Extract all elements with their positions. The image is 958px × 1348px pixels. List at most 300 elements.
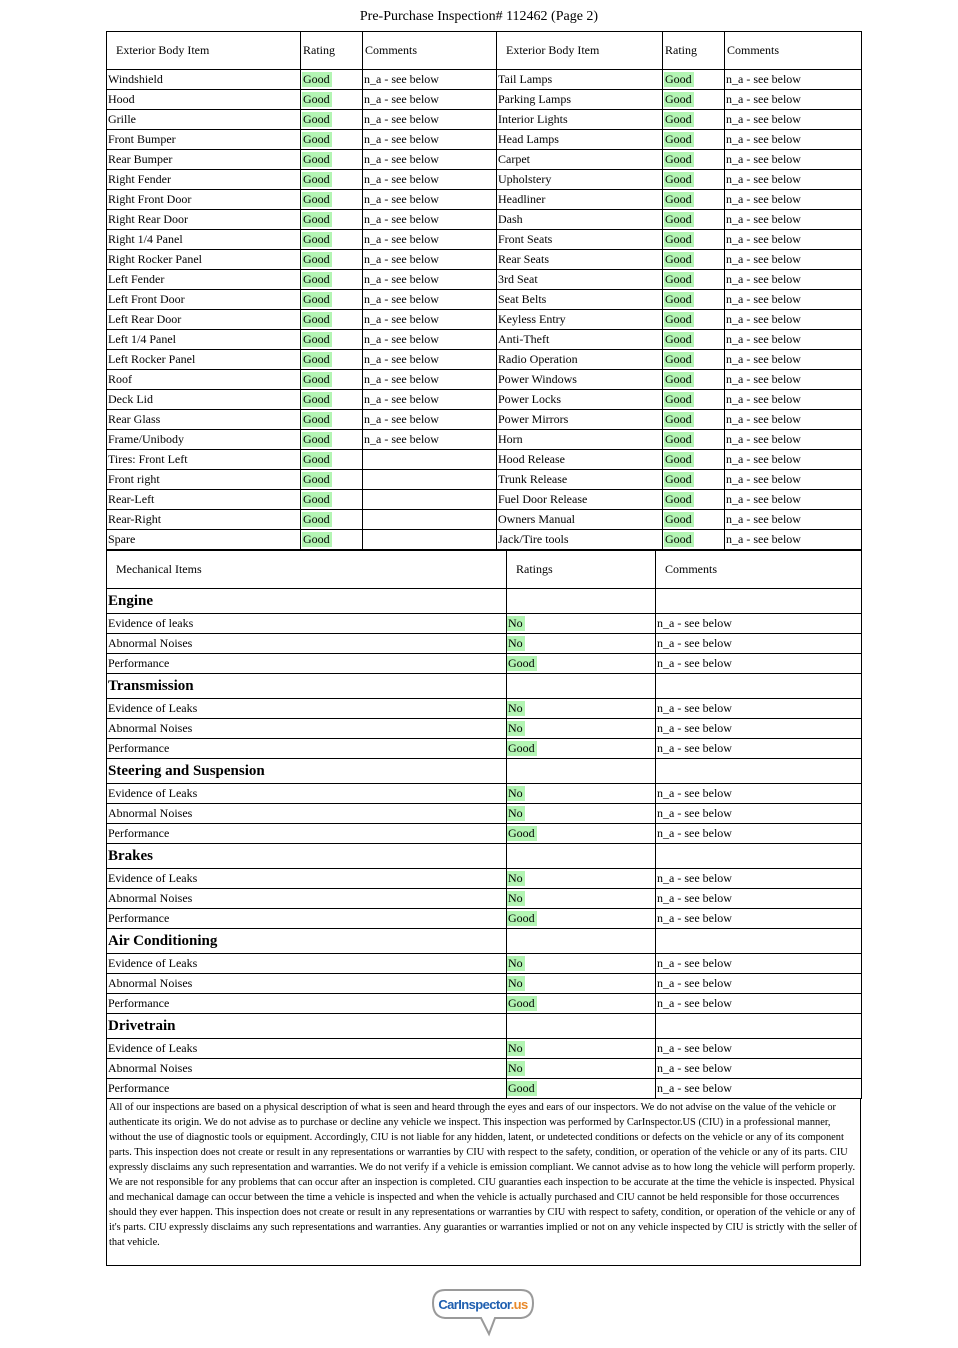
empty-cell: [507, 929, 656, 954]
rating-cell: [507, 1059, 656, 1079]
item-name: Left Rear Door: [107, 310, 301, 330]
rating-badge: Good: [303, 292, 330, 306]
comment-cell: n_a - see below: [725, 470, 862, 490]
column-header: Rating: [663, 32, 725, 70]
table-row: [107, 1079, 862, 1099]
rating-cell: [301, 510, 363, 530]
rating-badge: Good: [303, 492, 330, 506]
table-row: [107, 270, 862, 290]
comment-cell: n_a - see below: [363, 330, 497, 350]
item-name: Right Front Door: [107, 190, 301, 210]
table-row: [107, 889, 862, 909]
table-row: [107, 699, 862, 719]
comment-cell: n_a - see below: [656, 654, 862, 674]
rating-badge: Good: [665, 532, 692, 546]
rating-badge: No: [508, 1061, 523, 1075]
rating-badge: Good: [665, 112, 692, 126]
item-name: Parking Lamps: [497, 90, 663, 110]
comment-cell: n_a - see below: [363, 130, 497, 150]
rating-badge: Good: [665, 132, 692, 146]
comment-cell: n_a - see below: [656, 1039, 862, 1059]
item-name: Evidence of Leaks: [107, 784, 507, 804]
item-name: Abnormal Noises: [107, 889, 507, 909]
rating-badge: Good: [665, 192, 692, 206]
rating-cell: [663, 170, 725, 190]
rating-badge: Good: [303, 132, 330, 146]
rating-cell: [663, 150, 725, 170]
rating-badge: Good: [665, 292, 692, 306]
section-row: [107, 844, 862, 869]
rating-badge: Good: [303, 312, 330, 326]
comment-cell: n_a - see below: [725, 190, 862, 210]
comment-cell: n_a - see below: [725, 330, 862, 350]
column-header: Exterior Body Item: [107, 32, 301, 70]
rating-badge: Good: [508, 656, 535, 670]
rating-cell: [663, 450, 725, 470]
rating-cell: [663, 470, 725, 490]
rating-cell: [301, 230, 363, 250]
item-name: Right Rear Door: [107, 210, 301, 230]
table-row: [107, 784, 862, 804]
item-name: Front Seats: [497, 230, 663, 250]
item-name: 3rd Seat: [497, 270, 663, 290]
rating-cell: [663, 390, 725, 410]
rating-badge: No: [508, 956, 523, 970]
item-name: Tail Lamps: [497, 70, 663, 90]
table-row: [107, 370, 862, 390]
section-title: Drivetrain: [107, 1014, 507, 1039]
rating-cell: [507, 699, 656, 719]
comment-cell: n_a - see below: [656, 994, 862, 1014]
rating-cell: [301, 430, 363, 450]
rating-cell: [301, 130, 363, 150]
rating-cell: [663, 110, 725, 130]
rating-cell: [301, 330, 363, 350]
rating-cell: [663, 290, 725, 310]
comment-cell: n_a - see below: [363, 270, 497, 290]
rating-cell: [301, 350, 363, 370]
comment-cell: n_a - see below: [725, 370, 862, 390]
comment-cell: n_a - see below: [363, 310, 497, 330]
table-row: [107, 350, 862, 370]
rating-badge: Good: [665, 232, 692, 246]
rating-cell: [507, 869, 656, 889]
rating-badge: Good: [665, 432, 692, 446]
item-name: Power Mirrors: [497, 410, 663, 430]
comment-cell: n_a - see below: [656, 1059, 862, 1079]
rating-badge: No: [508, 721, 523, 735]
comment-cell: n_a - see below: [725, 110, 862, 130]
comment-cell: n_a - see below: [656, 909, 862, 929]
table-row: [107, 70, 862, 90]
empty-cell: [656, 929, 862, 954]
rating-cell: [301, 70, 363, 90]
table-row: [107, 1059, 862, 1079]
svg-text:CarInspector.us: [438, 1297, 528, 1312]
table-row: [107, 909, 862, 929]
rating-cell: [663, 430, 725, 450]
item-name: Performance: [107, 739, 507, 759]
item-name: Owners Manual: [497, 510, 663, 530]
item-name: Keyless Entry: [497, 310, 663, 330]
rating-cell: [301, 150, 363, 170]
comment-cell: n_a - see below: [656, 824, 862, 844]
exterior-body-table: [106, 31, 862, 550]
rating-badge: Good: [665, 352, 692, 366]
item-name: Rear-Left: [107, 490, 301, 510]
empty-cell: [507, 674, 656, 699]
mechanical-items-table: [106, 550, 862, 1099]
comment-cell: n_a - see below: [725, 430, 862, 450]
comment-cell: n_a - see below: [725, 150, 862, 170]
comment-cell: n_a - see below: [656, 954, 862, 974]
rating-cell: [301, 210, 363, 230]
rating-badge: Good: [303, 252, 330, 266]
table-row: [107, 510, 862, 530]
table-row: [107, 130, 862, 150]
comment-cell: n_a - see below: [725, 70, 862, 90]
comment-cell: n_a - see below: [363, 170, 497, 190]
empty-cell: [656, 674, 862, 699]
table-row: [107, 974, 862, 994]
empty-cell: [507, 589, 656, 614]
rating-cell: [301, 90, 363, 110]
rating-badge: Good: [303, 232, 330, 246]
rating-badge: Good: [508, 826, 535, 840]
rating-cell: [301, 470, 363, 490]
comment-cell: [363, 450, 497, 470]
rating-cell: [663, 270, 725, 290]
rating-badge: Good: [665, 452, 692, 466]
rating-cell: [507, 739, 656, 759]
comment-cell: [363, 470, 497, 490]
rating-badge: No: [508, 806, 523, 820]
table-row: [107, 190, 862, 210]
empty-cell: [507, 1014, 656, 1039]
section-title: Steering and Suspension: [107, 759, 507, 784]
rating-cell: [301, 450, 363, 470]
comment-cell: n_a - see below: [725, 230, 862, 250]
comment-cell: n_a - see below: [656, 739, 862, 759]
comment-cell: n_a - see below: [725, 350, 862, 370]
item-name: Spare: [107, 530, 301, 550]
comment-cell: n_a - see below: [363, 230, 497, 250]
table-row: [107, 490, 862, 510]
rating-cell: [507, 909, 656, 929]
item-name: Trunk Release: [497, 470, 663, 490]
rating-badge: Good: [665, 492, 692, 506]
column-header: Comments: [656, 551, 862, 589]
rating-badge: No: [508, 976, 523, 990]
rating-cell: [663, 510, 725, 530]
comment-cell: n_a - see below: [363, 430, 497, 450]
comment-cell: n_a - see below: [363, 190, 497, 210]
empty-cell: [656, 759, 862, 784]
column-header: Ratings: [507, 551, 656, 589]
table-row: [107, 290, 862, 310]
rating-badge: Good: [303, 392, 330, 406]
rating-cell: [301, 490, 363, 510]
table-row: [107, 230, 862, 250]
item-name: Rear-Right: [107, 510, 301, 530]
item-name: Deck Lid: [107, 390, 301, 410]
table-row: [107, 824, 862, 844]
rating-cell: [663, 490, 725, 510]
item-name: Abnormal Noises: [107, 634, 507, 654]
item-name: Left 1/4 Panel: [107, 330, 301, 350]
disclaimer-text: All of our inspections are based on a physical description of what is seen and heard through the eyes and ears of our inspectors. We do not advise on the value of the vehicle or authenticate its origin. We do not advise as to purchase or decline any vehicle we inspect. This inspection was performed by CarInspector.US (CIU) in a professional manner, without the use of diagnostic tools or equipment. Accordingly, CIU is not liable for any hidden, latent, or undetected conditions or defects on the vehicle or any of its component parts. This inspection does not create or result in any representations or warranties by CIU with respect to the safety, condition, or operation of the vehicle or any of its parts. CIU expressly disclaims any such representation and warranties. We do not verify if a vehicle is emission compliant. We cannot advise as to how long the vehicle will perform properly. We are not responsible for any problems that can occur after an inspection is completed. CIU guaranties each inspection to be accurate at the time the vehicle is inspected. Physical and mechanical damage can occur between the time a vehicle is inspected and when the vehicle is actually purchased and CIU cannot be held responsible for those occurrences should they ever happen. This inspection does not create or result in any representations or warranties by CIU with respect to safety, condition, or operation of the vehicle or any of it's parts. CIU expressly disclaims any such representations and warranties. Any guaranties or warranties implied or not on any vehicle inspected by CIU is strictly with the seller of that vehicle.: [106, 1099, 861, 1266]
rating-badge: Good: [303, 432, 330, 446]
rating-badge: No: [508, 1041, 523, 1055]
item-name: Left Rocker Panel: [107, 350, 301, 370]
item-name: Abnormal Noises: [107, 719, 507, 739]
rating-badge: Good: [665, 332, 692, 346]
item-name: Evidence of Leaks: [107, 1039, 507, 1059]
table-row: [107, 614, 862, 634]
table-row: [107, 330, 862, 350]
section-row: [107, 1014, 862, 1039]
comment-cell: n_a - see below: [363, 210, 497, 230]
rating-cell: [663, 90, 725, 110]
rating-cell: [507, 824, 656, 844]
table-row: [107, 90, 862, 110]
item-name: Abnormal Noises: [107, 974, 507, 994]
item-name: Windshield: [107, 70, 301, 90]
rating-badge: Good: [303, 372, 330, 386]
rating-cell: [663, 310, 725, 330]
rating-badge: Good: [665, 372, 692, 386]
comment-cell: n_a - see below: [725, 530, 862, 550]
item-name: Performance: [107, 824, 507, 844]
table-row: [107, 804, 862, 824]
comment-cell: n_a - see below: [656, 1079, 862, 1099]
rating-cell: [301, 310, 363, 330]
rating-badge: Good: [665, 412, 692, 426]
column-header: Comments: [363, 32, 497, 70]
rating-cell: [663, 130, 725, 150]
rating-badge: No: [508, 636, 523, 650]
table-row: [107, 1039, 862, 1059]
rating-badge: Good: [665, 392, 692, 406]
rating-cell: [507, 994, 656, 1014]
rating-cell: [507, 719, 656, 739]
comment-cell: n_a - see below: [363, 350, 497, 370]
item-name: Upholstery: [497, 170, 663, 190]
table-row: [107, 869, 862, 889]
rating-badge: Good: [303, 352, 330, 366]
rating-badge: No: [508, 786, 523, 800]
item-name: Performance: [107, 909, 507, 929]
comment-cell: n_a - see below: [363, 70, 497, 90]
section-title: Transmission: [107, 674, 507, 699]
rating-badge: No: [508, 701, 523, 715]
item-name: Headliner: [497, 190, 663, 210]
column-header: Mechanical Items: [107, 551, 507, 589]
item-name: Front right: [107, 470, 301, 490]
carinspector-logo: [431, 1286, 535, 1338]
section-title: Brakes: [107, 844, 507, 869]
rating-badge: Good: [303, 272, 330, 286]
item-name: Hood Release: [497, 450, 663, 470]
rating-cell: [301, 270, 363, 290]
item-name: Evidence of leaks: [107, 614, 507, 634]
empty-cell: [656, 844, 862, 869]
table-row: [107, 719, 862, 739]
rating-badge: No: [508, 616, 523, 630]
rating-cell: [663, 350, 725, 370]
table-row: [107, 250, 862, 270]
table-row: [107, 954, 862, 974]
item-name: Left Fender: [107, 270, 301, 290]
rating-badge: Good: [303, 112, 330, 126]
section-title: Air Conditioning: [107, 929, 507, 954]
comment-cell: n_a - see below: [725, 170, 862, 190]
table-row: [107, 390, 862, 410]
item-name: Fuel Door Release: [497, 490, 663, 510]
rating-cell: [507, 614, 656, 634]
rating-cell: [301, 170, 363, 190]
item-name: Evidence of Leaks: [107, 869, 507, 889]
rating-badge: Good: [303, 532, 330, 546]
rating-cell: [507, 1079, 656, 1099]
comment-cell: n_a - see below: [725, 490, 862, 510]
comment-cell: n_a - see below: [725, 290, 862, 310]
item-name: Evidence of Leaks: [107, 954, 507, 974]
item-name: Grille: [107, 110, 301, 130]
item-name: Power Locks: [497, 390, 663, 410]
item-name: Hood: [107, 90, 301, 110]
rating-badge: Good: [303, 212, 330, 226]
rating-cell: [507, 954, 656, 974]
comment-cell: n_a - see below: [725, 250, 862, 270]
rating-cell: [507, 634, 656, 654]
empty-cell: [507, 759, 656, 784]
table-row: [107, 430, 862, 450]
table-row: [107, 530, 862, 550]
comment-cell: n_a - see below: [656, 974, 862, 994]
comment-cell: n_a - see below: [363, 410, 497, 430]
item-name: Roof: [107, 370, 301, 390]
section-row: [107, 674, 862, 699]
rating-cell: [301, 410, 363, 430]
comment-cell: n_a - see below: [656, 614, 862, 634]
rating-badge: Good: [303, 152, 330, 166]
comment-cell: n_a - see below: [363, 390, 497, 410]
rating-badge: Good: [665, 272, 692, 286]
rating-cell: [301, 110, 363, 130]
item-name: Power Windows: [497, 370, 663, 390]
item-name: Dash: [497, 210, 663, 230]
item-name: Interior Lights: [497, 110, 663, 130]
rating-cell: [301, 250, 363, 270]
rating-badge: Good: [665, 512, 692, 526]
comment-cell: n_a - see below: [656, 699, 862, 719]
section-title: Engine: [107, 589, 507, 614]
comment-cell: n_a - see below: [363, 110, 497, 130]
rating-badge: Good: [303, 412, 330, 426]
rating-cell: [301, 290, 363, 310]
rating-badge: Good: [508, 1081, 535, 1095]
exterior-header-row: [107, 32, 862, 70]
comment-cell: n_a - see below: [363, 370, 497, 390]
rating-cell: [507, 804, 656, 824]
item-name: Right Rocker Panel: [107, 250, 301, 270]
rating-badge: Good: [665, 172, 692, 186]
rating-cell: [507, 889, 656, 909]
rating-badge: Good: [303, 92, 330, 106]
rating-badge: Good: [665, 212, 692, 226]
item-name: Right Fender: [107, 170, 301, 190]
item-name: Jack/Tire tools: [497, 530, 663, 550]
comment-cell: n_a - see below: [363, 290, 497, 310]
comment-cell: n_a - see below: [725, 90, 862, 110]
rating-badge: Good: [303, 472, 330, 486]
comment-cell: n_a - see below: [725, 210, 862, 230]
comment-cell: [363, 530, 497, 550]
rating-badge: Good: [665, 472, 692, 486]
item-name: Rear Bumper: [107, 150, 301, 170]
rating-cell: [301, 530, 363, 550]
comment-cell: n_a - see below: [363, 150, 497, 170]
table-row: [107, 470, 862, 490]
comment-cell: n_a - see below: [363, 90, 497, 110]
rating-cell: [663, 210, 725, 230]
section-row: [107, 759, 862, 784]
item-name: Performance: [107, 1079, 507, 1099]
rating-cell: [663, 70, 725, 90]
item-name: Tires: Front Left: [107, 450, 301, 470]
comment-cell: n_a - see below: [725, 390, 862, 410]
mechanical-header-row: [107, 551, 862, 589]
item-name: Performance: [107, 654, 507, 674]
comment-cell: n_a - see below: [363, 250, 497, 270]
comment-cell: n_a - see below: [725, 310, 862, 330]
item-name: Seat Belts: [497, 290, 663, 310]
rating-cell: [507, 974, 656, 994]
comment-cell: n_a - see below: [656, 784, 862, 804]
rating-badge: Good: [665, 312, 692, 326]
section-row: [107, 929, 862, 954]
comment-cell: [363, 490, 497, 510]
comment-cell: n_a - see below: [725, 130, 862, 150]
item-name: Left Front Door: [107, 290, 301, 310]
rating-badge: Good: [303, 512, 330, 526]
rating-badge: Good: [665, 252, 692, 266]
comment-cell: n_a - see below: [725, 510, 862, 530]
item-name: Abnormal Noises: [107, 804, 507, 824]
item-name: Head Lamps: [497, 130, 663, 150]
table-row: [107, 410, 862, 430]
rating-badge: Good: [303, 332, 330, 346]
rating-cell: [663, 410, 725, 430]
logo-text-car: Car: [438, 1297, 459, 1312]
rating-cell: [507, 1039, 656, 1059]
rating-cell: [301, 190, 363, 210]
rating-cell: [301, 390, 363, 410]
rating-badge: No: [508, 891, 523, 905]
column-header: Exterior Body Item: [497, 32, 663, 70]
rating-badge: Good: [665, 152, 692, 166]
item-name: Right 1/4 Panel: [107, 230, 301, 250]
rating-cell: [507, 784, 656, 804]
comment-cell: n_a - see below: [656, 889, 862, 909]
page-title: Pre-Purchase Inspection# 112462 (Page 2): [359, 9, 599, 24]
comment-cell: n_a - see below: [725, 410, 862, 430]
comment-cell: n_a - see below: [725, 450, 862, 470]
table-row: [107, 739, 862, 759]
empty-cell: [507, 844, 656, 869]
item-name: Carpet: [497, 150, 663, 170]
